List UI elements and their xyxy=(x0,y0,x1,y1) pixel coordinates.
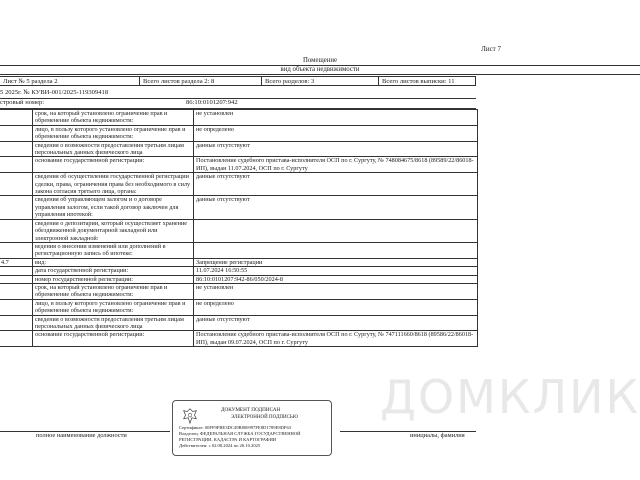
stamp-owner: Владелец: ФЕДЕРАЛЬНАЯ СЛУЖБА ГОСУДАРСТВЕННОЙ xyxy=(179,431,301,436)
cell-num xyxy=(0,196,33,219)
cell-label: срок, на который установлено ограничение прав и обременение объекта недвижимости: xyxy=(33,283,194,299)
cell-value: данные отсутствуют xyxy=(194,141,478,157)
table-row xyxy=(0,283,478,299)
cell-value: не определено xyxy=(194,299,478,315)
object-type-caption: вид объекта недвижимости xyxy=(280,66,360,73)
cell-label: сведения об осуществлении государственной регистрации сделки, права, ограничения права без необходимого в силу закона согласия третьего лица, органа: xyxy=(33,173,194,196)
cell-value: 11.07.2024 16:50:55 xyxy=(194,267,478,275)
encumbrance-table xyxy=(0,109,478,347)
cell-value xyxy=(194,242,478,258)
table-row xyxy=(0,267,478,275)
cadastral-label: стровый номер: xyxy=(0,99,45,106)
stamp-details xyxy=(179,425,327,449)
cell-label: сведения о депозитарии, который осуществляет хранение обездвиженной документарной закладной или электронной закладной: xyxy=(33,219,194,242)
cell-label: сведения об управляющем залогом и о договоре управления залогом, если такой договор заключен для управления ипотекой: xyxy=(33,196,194,219)
cell-value: не определено xyxy=(194,125,478,141)
coat-of-arms-icon xyxy=(181,407,199,425)
table-row xyxy=(0,331,478,347)
stamp-owner-cont: РЕГИСТРАЦИИ, КАДАСТРА И КАРТОГРАФИИ xyxy=(179,437,277,442)
stamp-certificate: Сертификат: 00FF9FBE3DC49B800997FE8D1789E8DF63 xyxy=(179,425,292,430)
cell-value xyxy=(194,219,478,242)
cell-label: номер государственной регистрации: xyxy=(33,275,194,283)
stamp-validity: Действителен: с 02.08.2024 по 26.10.2025 xyxy=(179,443,261,448)
cell-num xyxy=(0,141,33,157)
divider xyxy=(0,74,640,75)
cell-label: дата государственной регистрации: xyxy=(33,267,194,275)
stamp-title: ДОКУМЕНТ ПОДПИСАН xyxy=(221,407,281,413)
cell-value: не установлен xyxy=(194,283,478,299)
table-row xyxy=(0,299,478,315)
extract-date-number: 5 2025г. № КУВИ-001/2025-119309418 xyxy=(0,89,109,96)
cell-num xyxy=(0,315,33,331)
cell-value: данные отсутствуют xyxy=(194,315,478,331)
cell-label: лицо, в пользу которого установлено ограничение прав и обременение объекта недвижимости: xyxy=(33,125,194,141)
meta-total-sections: Всего разделов: 3 xyxy=(262,76,379,86)
cell-value: Постановление судебного пристава-исполнителя ОСП по г. Сургуту, № 748084675/8618 (89589/22/86018-ИП), выдан 11.07.2024, ОСП по г. Сургуту xyxy=(194,157,478,173)
electronic-signature-stamp xyxy=(172,400,332,456)
cell-value: Запрещение регистрации xyxy=(194,258,478,266)
cell-num xyxy=(0,275,33,283)
cell-num xyxy=(0,299,33,315)
cell-num xyxy=(0,331,33,347)
cell-label: вид: xyxy=(33,258,194,266)
table-row xyxy=(0,157,478,173)
table-row xyxy=(0,173,478,196)
cell-num xyxy=(0,173,33,196)
divider xyxy=(0,98,476,99)
cell-label: лицо, в пользу которого установлено ограничение прав и обременение объекта недвижимости: xyxy=(33,299,194,315)
table-row xyxy=(0,110,478,126)
cell-num xyxy=(0,110,33,126)
cell-label: ведения о внесении изменений или дополнений в регистрационную запись об ипотеке: xyxy=(33,242,194,258)
object-type-title: Помещение xyxy=(302,57,338,64)
cell-value: данные отсутствуют xyxy=(194,173,478,196)
cell-num xyxy=(0,125,33,141)
table-row xyxy=(0,275,478,283)
cell-num: 4.7 xyxy=(0,258,33,266)
table-row xyxy=(0,196,478,219)
name-caption: инициалы, фамилия xyxy=(410,432,465,439)
cell-label: срок, на который установлено ограничение прав и обременение объекта недвижимости: xyxy=(33,110,194,126)
position-caption: полное наименование должности xyxy=(36,432,127,439)
table-row xyxy=(0,125,478,141)
meta-row xyxy=(0,76,476,87)
cell-num xyxy=(0,157,33,173)
cell-num xyxy=(0,267,33,275)
sheet-number: Лист 7 xyxy=(481,45,501,53)
table-row xyxy=(0,315,478,331)
cadastral-number: 86:10:0101207:942 xyxy=(186,99,238,106)
table-row xyxy=(0,242,478,258)
cell-value: данные отсутствуют xyxy=(194,196,478,219)
table-row xyxy=(0,141,478,157)
cell-value: не установлен xyxy=(194,110,478,126)
cell-label: основание государственной регистрации: xyxy=(33,157,194,173)
cell-label: сведения о возможности предоставления третьим лицам персональных данных физического лица xyxy=(33,315,194,331)
cell-num xyxy=(0,283,33,299)
table-row xyxy=(0,219,478,242)
cell-value: 86:10:0101207:942-86/050/2024-8 xyxy=(194,275,478,283)
cell-num xyxy=(0,242,33,258)
table-row xyxy=(0,258,478,266)
meta-total-sheets-section: Всего листов раздела 2: 8 xyxy=(140,76,262,86)
watermark: ДОМКЛИК xyxy=(380,370,640,424)
cell-value: Постановление судебного пристава-исполнителя ОСП по г. Сургуту, № 747111660/8618 (89586/22/86018-ИП), выдан 09.07.2024, ОСП по г. Сургуту xyxy=(194,331,478,347)
meta-total-sheets-extract: Всего листов выписки: 11 xyxy=(379,76,476,86)
stamp-subtitle: ЭЛЕКТРОННОЙ ПОДПИСЬЮ xyxy=(231,415,298,420)
cell-num xyxy=(0,219,33,242)
cell-label: сведения о возможности предоставления третьим лицам персональных данных физического лица xyxy=(33,141,194,157)
meta-sheet-section: Лист № 5 раздела 2 xyxy=(0,76,140,86)
cell-label: основание государственной регистрации: xyxy=(33,331,194,347)
